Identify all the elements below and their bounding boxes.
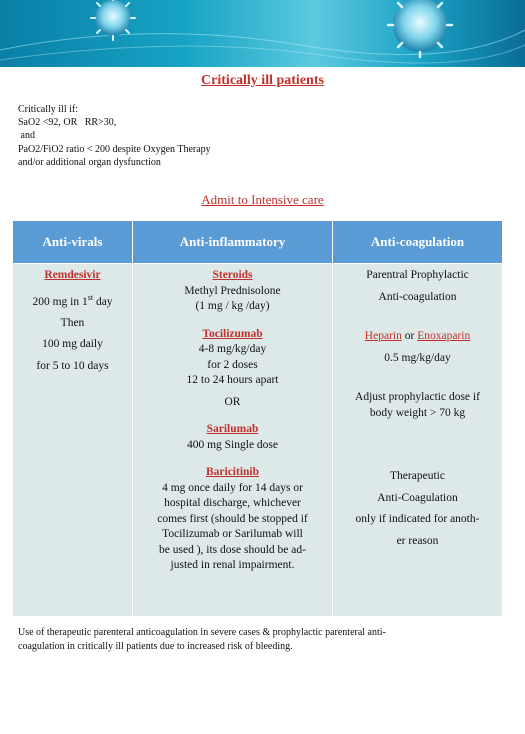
bari-line: be used ), its dose should be ad- [159, 543, 306, 556]
bari-line: Tocilizumab or Sarilumab will [162, 528, 303, 540]
heparin-line: Heparin or Enoxaparin [364, 330, 471, 342]
table-header-row [13, 221, 503, 264]
header-banner [0, 0, 525, 67]
footer-note [18, 626, 508, 653]
banner-graphic [0, 0, 525, 67]
therapeutic-line: only if indicated for anoth- [355, 513, 480, 525]
drug-baricitinib: Baricitinib [205, 466, 260, 478]
remdesivir-loading-dose: 200 mg in 1st day [32, 292, 113, 308]
table-row [13, 264, 503, 617]
remdesivir-daily: 100 mg daily [42, 338, 103, 351]
sari-dose: 400 mg Single dose [186, 438, 279, 451]
anticoag-dose: 0.5 mg/kg/day [384, 351, 451, 364]
drug-sarilumab: Sarilumab [206, 423, 259, 435]
criteria-line: PaO2/FiO2 ratio < 200 despite Oxygen Therapy [18, 143, 211, 155]
adjust-line: body weight > 70 kg [369, 406, 466, 419]
prophylactic-line: Anti-coagulation [378, 290, 457, 303]
drug-remdesivir: Remdesivir [44, 269, 101, 281]
therapeutic-line: Anti-Coagulation [377, 491, 458, 504]
drug-enoxaparin: Enoxaparin [417, 330, 471, 342]
cell-antivirals [13, 264, 133, 617]
drug-steroids: Steroids [212, 269, 253, 281]
treatment-table [12, 220, 503, 617]
bari-line: 4 mg once daily for 14 days or [162, 481, 303, 494]
drug-heparin: Heparin [364, 330, 402, 342]
bari-line: hospital discharge, whichever [164, 497, 301, 509]
bari-line: comes first (should be stopped if [157, 512, 308, 525]
header-antivirals: Anti-virals [13, 221, 133, 264]
footer-line: coagulation in critically ill patients due to increased risk of bleeding. [18, 640, 293, 652]
toci-doses: for 2 doses [207, 358, 258, 371]
header-antiinflammatory: Anti-inflammatory [133, 221, 333, 264]
prophylactic-line: Parentral Prophylactic [366, 269, 469, 281]
cell-anticoagulation [333, 264, 503, 617]
cell-antiinflammatory [133, 264, 333, 617]
header-anticoagulation: Anti-coagulation [333, 221, 503, 264]
remdesivir-duration: for 5 to 10 days [36, 359, 109, 372]
criteria-line: SaO2 <92, OR RR>30, [18, 117, 117, 129]
footer-line: Use of therapeutic parenteral anticoagulation in severe cases & prophylactic parenteral anti- [18, 627, 386, 638]
bari-line: justed in renal impairment. [170, 559, 295, 571]
adjust-line: Adjust prophylactic dose if [355, 391, 480, 403]
toci-dose: 4-8 mg/kg/day [198, 343, 267, 355]
admit-heading: Admit to Intensive care [201, 192, 324, 207]
remdesivir-then: Then [60, 316, 85, 329]
criteria-line: Critically ill if: [18, 104, 78, 115]
drug-tocilizumab: Tocilizumab [202, 327, 263, 340]
criteria-block [18, 103, 211, 169]
virus-icon-right [388, 0, 452, 57]
therapeutic-line: Therapeutic [390, 470, 445, 482]
steroid-dose: (1 mg / kg /day) [195, 300, 270, 312]
therapeutic-line: er reason [396, 534, 439, 547]
criteria-line: and/or additional organ dysfunction [18, 156, 161, 168]
criteria-line: and [18, 130, 35, 142]
or-label: OR [224, 395, 241, 408]
steroid-name: Methyl Prednisolone [184, 284, 281, 297]
toci-interval: 12 to 24 hours apart [186, 374, 279, 386]
page-title: Critically ill patients [201, 73, 324, 88]
